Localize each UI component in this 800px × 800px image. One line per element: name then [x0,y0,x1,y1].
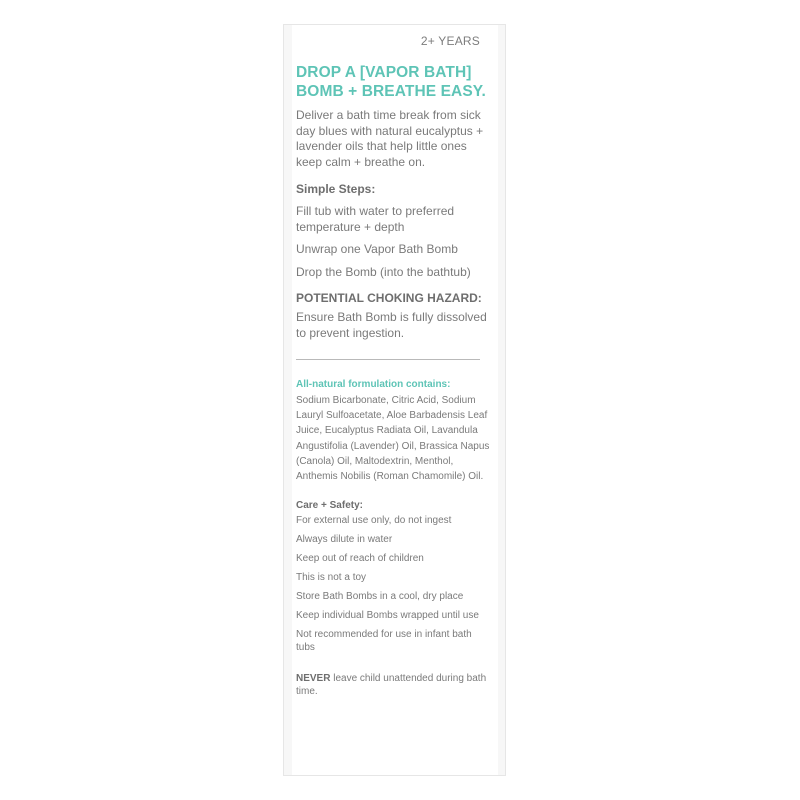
label-content [296,63,492,698]
never-emphasis: NEVER [296,673,331,685]
headline-line-2: BOMB + BREATHE EASY. [296,83,486,100]
product-box [283,24,506,776]
headline-line-1: DROP A [VAPOR BATH] [296,64,472,81]
care-title: Care + Safety: [296,500,363,512]
ingredients-list: Sodium Bicarbonate, Citric Acid, Sodium Lauryl Sulfoacetate, Aloe Barbadensis Leaf Juice, Eucalyptus Radiata Oil, Lavandula Angustifolia (Lavender) Oil, Brassica Napus (Canola) Oil, Maltodextrin, Menthol, Anthemis Nobilis (Roman Chamomile) Oil. [296,395,490,483]
care-item: Keep out of reach of children [296,553,424,565]
supervision-warning [296,672,492,698]
hazard-title: POTENTIAL CHOKING HAZARD: [296,291,482,305]
care-item: Store Bath Bombs in a cool, dry place [296,591,464,603]
formulation-title: All-natural formulation contains: [296,379,451,390]
step-item: Drop the Bomb (into the bathtub) [296,264,471,279]
label-panel [292,25,498,775]
headline [296,63,492,101]
care-item: Keep individual Bombs wrapped until use [296,610,479,622]
divider [296,359,480,360]
step-item: Unwrap one Vapor Bath Bomb [296,242,458,256]
intro-text: Deliver a bath time break from sick day blues with natural eucalyptus + lavender oils that help little ones keep calm + breathe on. [296,108,484,169]
hazard-text: Ensure Bath Bomb is fully dissolved to prevent ingestion. [296,310,487,340]
care-item: For external use only, do not ingest [296,515,452,527]
age-rating: 2+ YEARS [420,34,480,48]
steps-title: Simple Steps: [296,182,376,196]
step-item: Fill tub with water to preferred temperature + depth [296,204,455,234]
care-item: Always dilute in water [296,534,393,546]
never-text: leave child unattended during bath time. [296,673,487,698]
care-item: Not recommended for use in infant bath tubs [296,629,472,654]
care-item: This is not a toy [296,572,367,584]
